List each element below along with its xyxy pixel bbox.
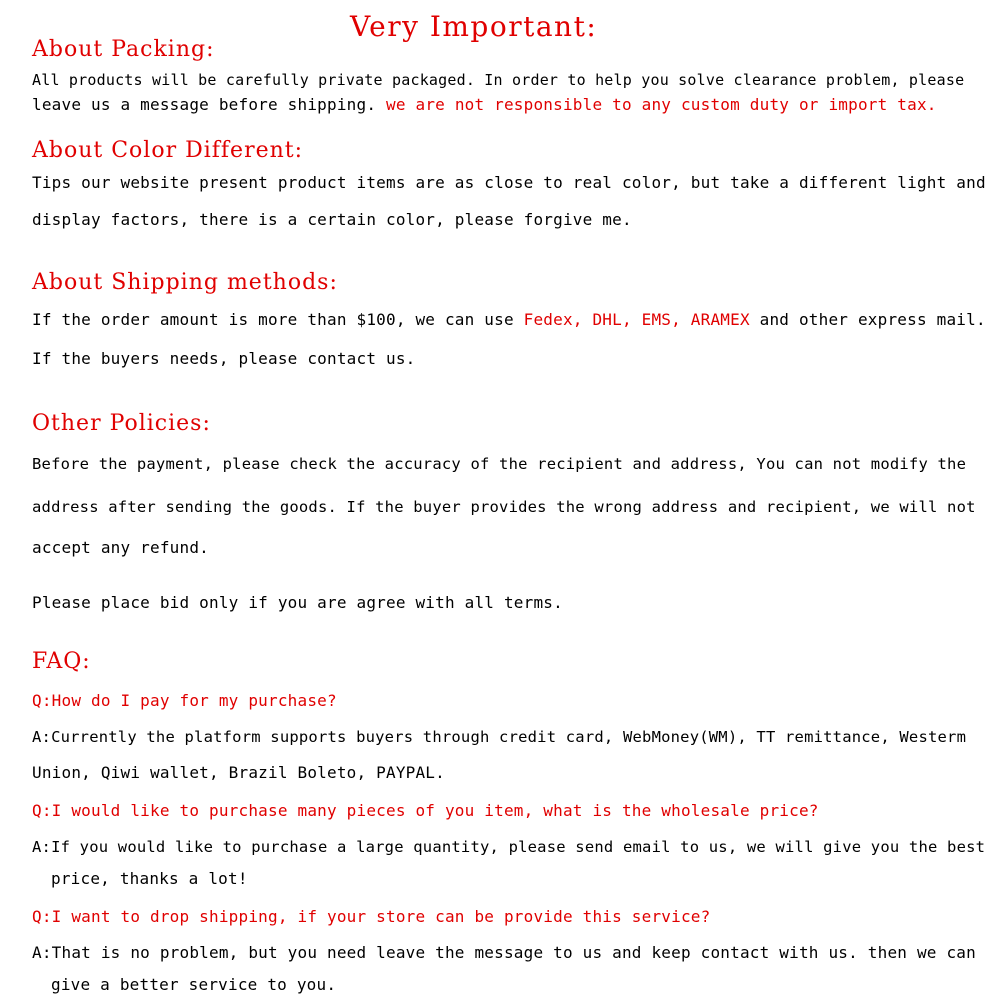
policies-text-line-3: accept any refund. [32, 538, 209, 557]
packing-heading: About Packing: [32, 37, 215, 62]
faq-heading: FAQ: [32, 649, 91, 674]
faq-answer-2-line-2: price, thanks a lot! [51, 869, 248, 888]
shipping-heading: About Shipping methods: [32, 270, 338, 295]
shipping-text-line-1 [32, 310, 986, 330]
faq-answer-3-line-2: give a better service to you. [51, 975, 337, 994]
faq-answer-1-line-1: A:Currently the platform supports buyers through credit card, WebMoney(WM), TT remittance, Westerm [32, 728, 967, 746]
policies-text-line-2: address after sending the goods. If the buyer provides the wrong address and recipient, we will not [32, 498, 976, 516]
faq-answer-3-line-1: A:That is no problem, but you need leave the message to us and keep contact with us. then we can [32, 943, 976, 962]
faq-question-3: Q:I want to drop shipping, if your store can be provide this service? [32, 907, 711, 926]
packing-text-red: we are not responsible to any custom duty or import tax. [385, 95, 937, 114]
faq-answer-1-line-2: Union, Qiwi wallet, Brazil Boleto, PAYPAL. [32, 763, 445, 782]
shipping-text-a: If the order amount is more than $100, we can use [32, 310, 524, 329]
policies-text-line-4: Please place bid only if you are agree with all terms. [32, 593, 563, 612]
shipping-carriers: Fedex, DHL, EMS, ARAMEX [523, 310, 750, 329]
packing-text-line-2 [32, 95, 937, 115]
color-text-line-1: Tips our website present product items are as close to real color, but take a different light and [32, 173, 986, 192]
faq-question-1: Q:How do I pay for my purchase? [32, 691, 337, 710]
shipping-text-b: and other express mail. [749, 310, 986, 329]
packing-text-line-1: All products will be carefully private packaged. In order to help you solve clearance problem, please [32, 71, 965, 89]
faq-answer-2-line-1: A:If you would like to purchase a large quantity, please send email to us, we will give you the best [32, 838, 986, 856]
policies-heading: Other Policies: [32, 411, 211, 436]
color-text-line-2: display factors, there is a certain color, please forgive me. [32, 210, 632, 229]
faq-question-2: Q:I would like to purchase many pieces of you item, what is the wholesale price? [32, 801, 819, 820]
color-heading: About Color Different: [32, 138, 304, 163]
page-title: Very Important: [350, 10, 598, 43]
policies-text-line-1: Before the payment, please check the accuracy of the recipient and address, You can not modify the [32, 455, 967, 473]
shipping-text-line-2: If the buyers needs, please contact us. [32, 349, 416, 368]
packing-text-black: leave us a message before shipping. [32, 95, 386, 114]
